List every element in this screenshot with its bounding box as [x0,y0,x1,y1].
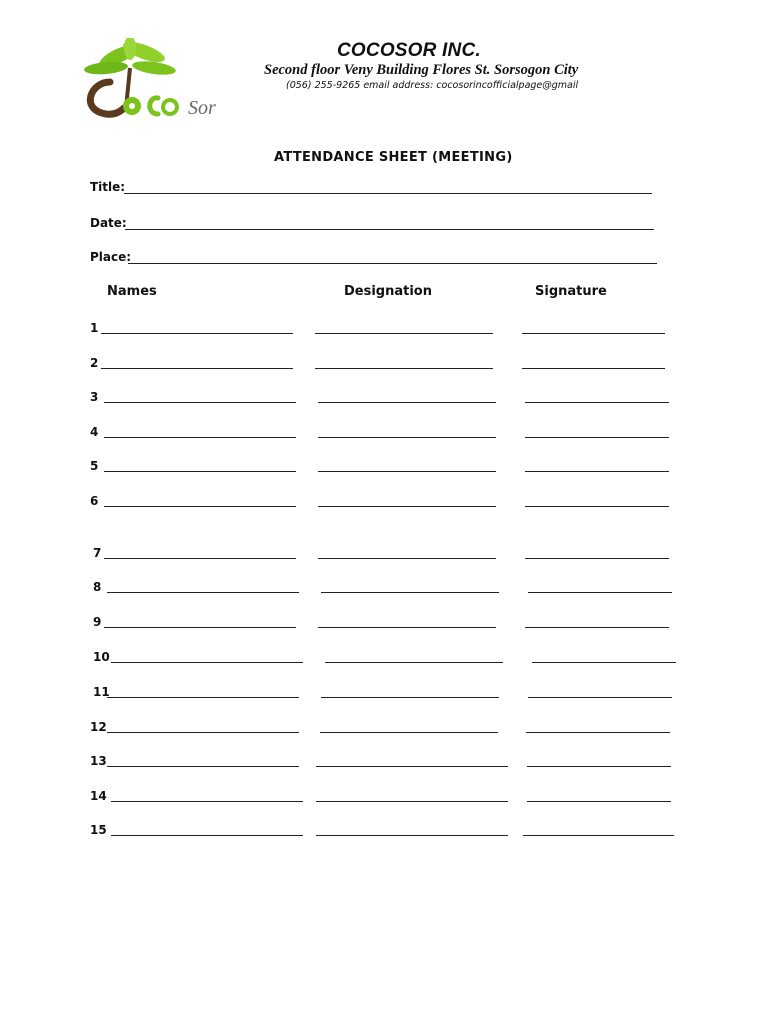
column-header-designation: Designation [344,284,432,299]
title-label: Title: [90,180,126,194]
company-address: Second floor Veny Building Flores St. Sorsogon City [264,62,579,78]
signature-line[interactable] [528,697,672,698]
attendance-row [0,649,768,665]
name-line[interactable] [104,437,296,438]
signature-line[interactable] [532,662,676,663]
logo-text: Sor [188,97,216,118]
attendance-row [0,822,768,838]
name-line[interactable] [111,801,303,802]
attendance-row [0,719,768,735]
name-line[interactable] [111,662,303,663]
signature-line[interactable] [527,801,671,802]
signature-line[interactable] [525,471,669,472]
designation-line[interactable] [318,627,496,628]
title-line[interactable] [124,193,652,194]
row-number: 11 [93,685,110,699]
designation-line[interactable] [321,697,499,698]
signature-line[interactable] [525,437,669,438]
row-number: 15 [90,823,107,837]
signature-line[interactable] [527,766,671,767]
cocosor-logo-icon [66,38,250,118]
designation-line[interactable] [318,437,496,438]
attendance-row [0,753,768,769]
row-number: 8 [93,580,102,594]
designation-line[interactable] [321,592,499,593]
date-label: Date: [90,216,127,230]
designation-line[interactable] [315,333,493,334]
attendance-row [0,579,768,595]
row-number: 5 [90,459,99,473]
place-line[interactable] [128,263,657,264]
row-number: 3 [90,390,99,404]
row-number: 9 [93,615,102,629]
attendance-row [0,458,768,474]
attendance-row [0,788,768,804]
attendance-row [0,355,768,371]
designation-line[interactable] [318,558,496,559]
designation-line[interactable] [320,732,498,733]
sheet-title: ATTENDANCE SHEET (MEETING) [274,150,513,165]
name-line[interactable] [104,558,296,559]
row-number: 13 [90,754,107,768]
name-line[interactable] [107,592,299,593]
row-number: 10 [93,650,110,664]
designation-line[interactable] [325,662,503,663]
company-contact: (056) 255-9265 email address: cocosorincofficialpage@gmail [286,80,579,91]
row-number: 1 [90,321,99,335]
signature-line[interactable] [525,506,669,507]
designation-line[interactable] [318,506,496,507]
attendance-row [0,493,768,509]
signature-line[interactable] [525,402,669,403]
attendance-row [0,424,768,440]
name-line[interactable] [101,368,293,369]
row-number: 2 [90,356,99,370]
attendance-row [0,614,768,630]
name-line[interactable] [111,835,303,836]
name-line[interactable] [104,402,296,403]
row-number: 12 [90,720,107,734]
name-line[interactable] [101,333,293,334]
company-name: COCOSOR INC. [337,40,481,61]
designation-line[interactable] [315,368,493,369]
attendance-row [0,684,768,700]
date-line[interactable] [125,229,654,230]
name-line[interactable] [104,627,296,628]
name-line[interactable] [107,766,299,767]
signature-line[interactable] [523,835,674,836]
row-number: 4 [90,425,99,439]
row-number: 7 [93,546,102,560]
signature-line[interactable] [528,592,672,593]
column-header-signature: Signature [535,284,607,299]
name-line[interactable] [104,471,296,472]
name-line[interactable] [107,732,299,733]
name-line[interactable] [107,697,299,698]
attendance-row [0,389,768,405]
company-logo [66,38,250,118]
place-label: Place: [90,250,132,264]
signature-line[interactable] [525,627,669,628]
signature-line[interactable] [522,333,665,334]
attendance-row [0,320,768,336]
designation-line[interactable] [316,801,508,802]
name-line[interactable] [104,506,296,507]
designation-line[interactable] [316,766,508,767]
designation-line[interactable] [318,402,496,403]
signature-line[interactable] [525,558,669,559]
column-header-names: Names [107,284,157,299]
signature-line[interactable] [522,368,665,369]
signature-line[interactable] [526,732,670,733]
designation-line[interactable] [318,471,496,472]
designation-line[interactable] [316,835,508,836]
attendance-row [0,545,768,561]
row-number: 6 [90,494,99,508]
row-number: 14 [90,789,107,803]
